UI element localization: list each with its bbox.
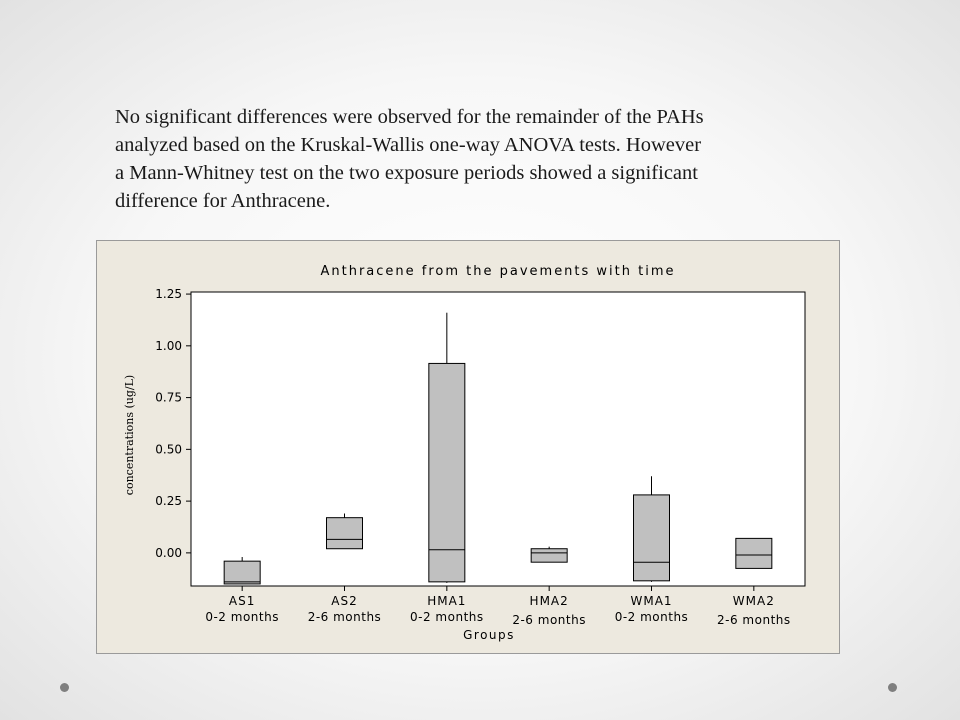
y-tick-label: 0.00 — [155, 545, 182, 560]
x-tick-label: WMA1 — [630, 594, 673, 608]
y-tick-label: 1.25 — [155, 287, 182, 302]
x-period-label: 2-6 months — [307, 610, 382, 624]
x-tick-label: HMA2 — [529, 594, 569, 608]
paragraph-line: analyzed based on the Kruskal-Wallis one-way ANOVA tests. However — [115, 134, 702, 156]
paragraph-line: difference for Anthracene. — [115, 190, 331, 212]
x-period-label: 2-6 months — [717, 613, 791, 627]
slide-paragraph — [115, 103, 815, 215]
chart-title: Anthracene from the pavements with time — [320, 264, 676, 279]
box — [736, 538, 772, 568]
y-tick-label: 0.25 — [155, 494, 182, 509]
y-tick-label: 1.00 — [155, 338, 182, 353]
x-period-label: 2-6 months — [512, 613, 586, 627]
box — [429, 363, 465, 581]
right-dot-ornament — [888, 683, 897, 692]
y-axis-label: concentrations (ug/L) — [123, 374, 136, 496]
x-tick-label: AS2 — [331, 594, 358, 608]
x-axis-label: Groups — [463, 628, 515, 642]
chart-panel — [96, 240, 840, 654]
x-period-label: 0-2 months — [205, 610, 279, 624]
paragraph-line: a Mann-Whitney test on the two exposure periods showed a significant — [115, 162, 698, 184]
box — [531, 549, 567, 562]
box — [224, 561, 260, 584]
paragraph-line: No significant differences were observed for the remainder of the PAHs — [115, 106, 704, 128]
x-tick-label: HMA1 — [427, 594, 467, 608]
plot-area — [191, 292, 805, 586]
left-dot-ornament — [60, 683, 69, 692]
x-period-label: 0-2 months — [410, 610, 484, 624]
box — [327, 518, 363, 549]
y-tick-label: 0.75 — [155, 390, 182, 405]
x-period-label: 0-2 months — [614, 610, 689, 624]
box — [634, 495, 670, 581]
y-tick-label: 0.50 — [155, 442, 182, 457]
x-tick-label: WMA2 — [732, 594, 775, 608]
boxplot-chart — [97, 241, 839, 653]
x-tick-label: AS1 — [228, 594, 256, 608]
